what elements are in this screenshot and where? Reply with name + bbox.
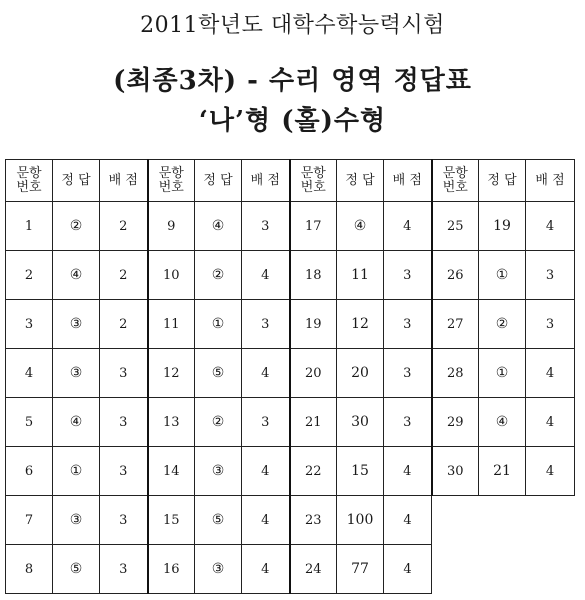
question-score: 4: [526, 349, 575, 398]
correct-answer: ①: [53, 447, 100, 496]
question-score: 4: [384, 496, 432, 545]
correct-answer: 12: [337, 300, 384, 349]
correct-answer: ④: [53, 251, 100, 300]
header-number: [6, 160, 53, 202]
question-number: 3: [6, 300, 53, 349]
table-row: [6, 251, 575, 300]
correct-answer: ④: [479, 398, 526, 447]
header-number-label: 문항 번호: [158, 165, 184, 195]
question-score: 4: [526, 447, 575, 496]
question-score: 4: [526, 202, 575, 251]
question-number: 9: [148, 202, 195, 251]
correct-answer: ④: [195, 202, 242, 251]
question-score: 2: [100, 251, 148, 300]
correct-answer: ②: [195, 251, 242, 300]
header-answer: 정 답: [479, 160, 526, 202]
question-score: 4: [384, 202, 432, 251]
question-score: 3: [384, 251, 432, 300]
question-number: 20: [290, 349, 337, 398]
correct-answer: ①: [195, 300, 242, 349]
question-number: 23: [290, 496, 337, 545]
question-number: 26: [432, 251, 479, 300]
correct-answer: ③: [53, 496, 100, 545]
table-row: [6, 202, 575, 251]
question-score: 4: [384, 447, 432, 496]
header-number-label: 문항 번호: [300, 165, 326, 195]
header-number: [290, 160, 337, 202]
correct-answer: ②: [479, 300, 526, 349]
empty-cell: [432, 496, 479, 545]
question-score: 4: [242, 545, 290, 594]
correct-answer: ④: [337, 202, 384, 251]
question-number: 10: [148, 251, 195, 300]
question-number: 18: [290, 251, 337, 300]
correct-answer: 30: [337, 398, 384, 447]
question-number: 15: [148, 496, 195, 545]
question-number: 17: [290, 202, 337, 251]
empty-cell: [479, 545, 526, 594]
empty-cell: [432, 545, 479, 594]
correct-answer: 100: [337, 496, 384, 545]
question-score: 4: [242, 349, 290, 398]
correct-answer: 77: [337, 545, 384, 594]
question-number: 1: [6, 202, 53, 251]
correct-answer: ①: [479, 251, 526, 300]
question-number: 16: [148, 545, 195, 594]
correct-answer: ⑤: [53, 545, 100, 594]
question-number: 13: [148, 398, 195, 447]
correct-answer: ③: [53, 349, 100, 398]
question-score: 2: [100, 202, 148, 251]
question-score: 3: [526, 251, 575, 300]
table-row: [6, 496, 575, 545]
question-score: 4: [384, 545, 432, 594]
section-title: (최종3차) - 수리 영역 정답표: [113, 66, 472, 96]
question-number: 8: [6, 545, 53, 594]
question-number: 24: [290, 545, 337, 594]
correct-answer: ②: [195, 398, 242, 447]
question-number: 14: [148, 447, 195, 496]
question-number: 12: [148, 349, 195, 398]
correct-answer: ①: [479, 349, 526, 398]
question-number: 22: [290, 447, 337, 496]
question-number: 4: [6, 349, 53, 398]
correct-answer: 15: [337, 447, 384, 496]
question-number: 19: [290, 300, 337, 349]
question-number: 7: [6, 496, 53, 545]
question-score: 3: [384, 349, 432, 398]
question-score: 3: [384, 300, 432, 349]
correct-answer: ②: [53, 202, 100, 251]
header-answer: 정 답: [337, 160, 384, 202]
question-score: 3: [100, 447, 148, 496]
header-number-label: 문항 번호: [16, 165, 42, 195]
header-answer: 정 답: [195, 160, 242, 202]
header-score: 배 점: [100, 160, 148, 202]
question-number: 21: [290, 398, 337, 447]
correct-answer: 19: [479, 202, 526, 251]
question-score: 3: [526, 300, 575, 349]
question-score: 3: [384, 398, 432, 447]
correct-answer: ③: [53, 300, 100, 349]
header-number-label: 문항 번호: [442, 165, 468, 195]
correct-answer: ③: [195, 447, 242, 496]
question-number: 29: [432, 398, 479, 447]
table-row: [6, 300, 575, 349]
question-number: 11: [148, 300, 195, 349]
answer-key-table: [5, 159, 575, 594]
header-number: [148, 160, 195, 202]
empty-cell: [526, 496, 575, 545]
correct-answer: ⑤: [195, 349, 242, 398]
question-score: 4: [242, 251, 290, 300]
question-number: 30: [432, 447, 479, 496]
correct-answer: ④: [53, 398, 100, 447]
table-row: [6, 349, 575, 398]
question-score: 2: [100, 300, 148, 349]
header-row: [6, 160, 575, 202]
exam-type-title: ‘나’형 (홀)수형: [198, 106, 387, 136]
question-number: 27: [432, 300, 479, 349]
question-score: 3: [100, 398, 148, 447]
empty-cell: [479, 496, 526, 545]
question-score: 3: [242, 202, 290, 251]
question-number: 28: [432, 349, 479, 398]
question-score: 4: [242, 447, 290, 496]
question-number: 5: [6, 398, 53, 447]
header-score: 배 점: [242, 160, 290, 202]
correct-answer: 11: [337, 251, 384, 300]
question-score: 3: [242, 398, 290, 447]
correct-answer: ⑤: [195, 496, 242, 545]
header-number: [432, 160, 479, 202]
header-score: 배 점: [526, 160, 575, 202]
table-row: [6, 398, 575, 447]
table-row: [6, 447, 575, 496]
question-score: 3: [100, 545, 148, 594]
header-score: 배 점: [384, 160, 432, 202]
question-number: 6: [6, 447, 53, 496]
question-score: 3: [100, 496, 148, 545]
question-number: 25: [432, 202, 479, 251]
header-answer: 정 답: [53, 160, 100, 202]
question-score: 4: [526, 398, 575, 447]
question-score: 3: [100, 349, 148, 398]
correct-answer: 21: [479, 447, 526, 496]
question-score: 3: [242, 300, 290, 349]
correct-answer: ③: [195, 545, 242, 594]
question-number: 2: [6, 251, 53, 300]
empty-cell: [526, 545, 575, 594]
correct-answer: 20: [337, 349, 384, 398]
exam-title: 2011학년도 대학수학능력시험: [140, 13, 445, 38]
question-score: 4: [242, 496, 290, 545]
table-row: [6, 545, 575, 594]
